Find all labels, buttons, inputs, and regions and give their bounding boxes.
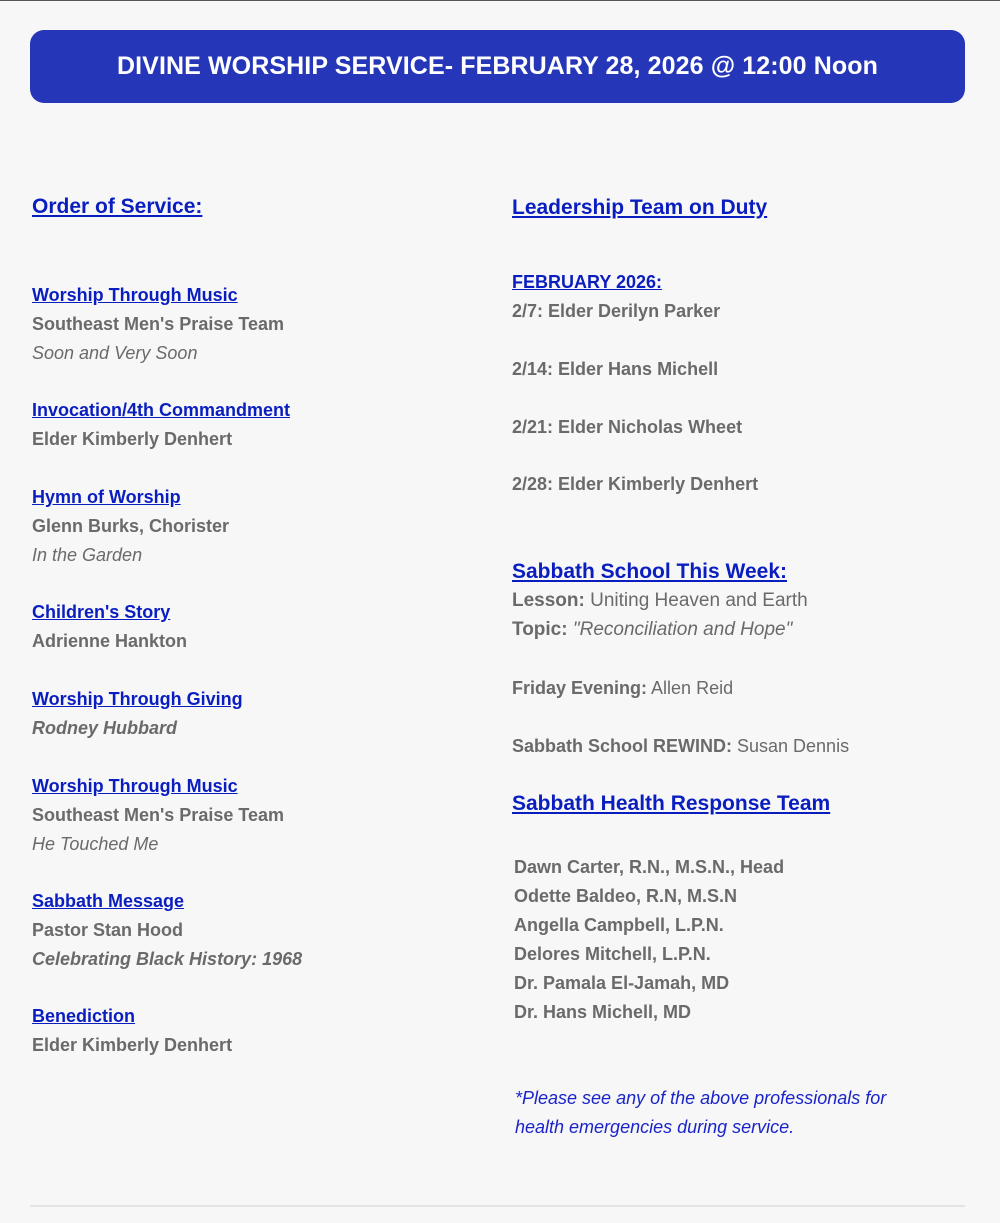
order-item-name: Rodney Hubbard bbox=[32, 718, 178, 738]
order-item-title[interactable]: Worship Through Music bbox=[32, 776, 238, 796]
friday-label: Friday Evening: bbox=[512, 678, 648, 698]
rewind-label: Sabbath School REWIND: bbox=[512, 736, 732, 756]
friday-value: Allen Reid bbox=[647, 678, 734, 698]
health-member: Angella Campbell, L.P.N. bbox=[514, 915, 724, 935]
order-item-detail: Soon and Very Soon bbox=[32, 343, 198, 363]
order-item-title[interactable]: Worship Through Giving bbox=[32, 689, 243, 709]
order-item-title[interactable]: Worship Through Music bbox=[32, 285, 238, 305]
bottom-divider bbox=[30, 1205, 965, 1207]
order-item-title[interactable]: Sabbath Message bbox=[32, 891, 185, 911]
leadership-entry: 2/7: Elder Derilyn Parker bbox=[512, 301, 721, 321]
friday-evening-line bbox=[512, 678, 733, 699]
health-member: Dr. Hans Michell, MD bbox=[514, 1002, 692, 1022]
order-item-detail: Celebrating Black History: 1968 bbox=[32, 949, 303, 969]
topic-label: Topic: bbox=[512, 619, 568, 640]
health-member: Odette Baldeo, R.N, M.S.N bbox=[514, 886, 738, 906]
health-team-heading[interactable]: Sabbath Health Response Team bbox=[512, 792, 831, 815]
health-member: Delores Mitchell, L.P.N. bbox=[514, 944, 711, 964]
sabbath-school-heading[interactable]: Sabbath School This Week: bbox=[512, 560, 787, 583]
banner-title: DIVINE WORSHIP SERVICE- FEBRUARY 28, 2026 @ 12:00 Noon bbox=[116, 52, 878, 80]
rewind-value: Susan Dennis bbox=[732, 736, 850, 756]
order-item-name: Pastor Stan Hood bbox=[32, 920, 184, 940]
order-of-service-heading[interactable]: Order of Service: bbox=[32, 195, 203, 218]
top-divider bbox=[0, 0, 1000, 1]
lesson-line bbox=[512, 590, 808, 612]
order-item-name: Elder Kimberly Denhert bbox=[32, 1035, 233, 1055]
order-item-title[interactable]: Hymn of Worship bbox=[32, 487, 181, 507]
health-member: Dr. Pamala El-Jamah, MD bbox=[514, 973, 730, 993]
order-item-name: Adrienne Hankton bbox=[32, 631, 188, 651]
topic-value: "Reconciliation and Hope" bbox=[567, 619, 793, 640]
order-item-title[interactable]: Benediction bbox=[32, 1006, 136, 1026]
health-member: Dawn Carter, R.N., M.S.N., Head bbox=[514, 857, 785, 877]
order-item-name: Southeast Men's Praise Team bbox=[32, 805, 285, 825]
order-item-name: Southeast Men's Praise Team bbox=[32, 314, 285, 334]
leadership-month[interactable]: FEBRUARY 2026: bbox=[512, 272, 663, 292]
service-banner bbox=[30, 30, 965, 103]
lesson-value: Uniting Heaven and Earth bbox=[584, 590, 808, 611]
lesson-label: Lesson: bbox=[512, 590, 585, 611]
order-item-name: Glenn Burks, Chorister bbox=[32, 516, 230, 536]
health-note-line: health emergencies during service. bbox=[515, 1117, 795, 1137]
order-item-name: Elder Kimberly Denhert bbox=[32, 429, 233, 449]
leadership-entry: 2/21: Elder Nicholas Wheet bbox=[512, 417, 743, 437]
order-item-title[interactable]: Invocation/4th Commandment bbox=[32, 400, 291, 420]
health-note-line: *Please see any of the above professionals for bbox=[515, 1088, 887, 1108]
leadership-entry: 2/14: Elder Hans Michell bbox=[512, 359, 719, 379]
order-item-title[interactable]: Children's Story bbox=[32, 602, 171, 622]
leadership-heading[interactable]: Leadership Team on Duty bbox=[512, 196, 768, 219]
order-item-detail: He Touched Me bbox=[32, 834, 159, 854]
rewind-line bbox=[512, 736, 849, 757]
leadership-entry: 2/28: Elder Kimberly Denhert bbox=[512, 474, 759, 494]
order-item-detail: In the Garden bbox=[32, 545, 143, 565]
topic-line bbox=[512, 619, 792, 641]
